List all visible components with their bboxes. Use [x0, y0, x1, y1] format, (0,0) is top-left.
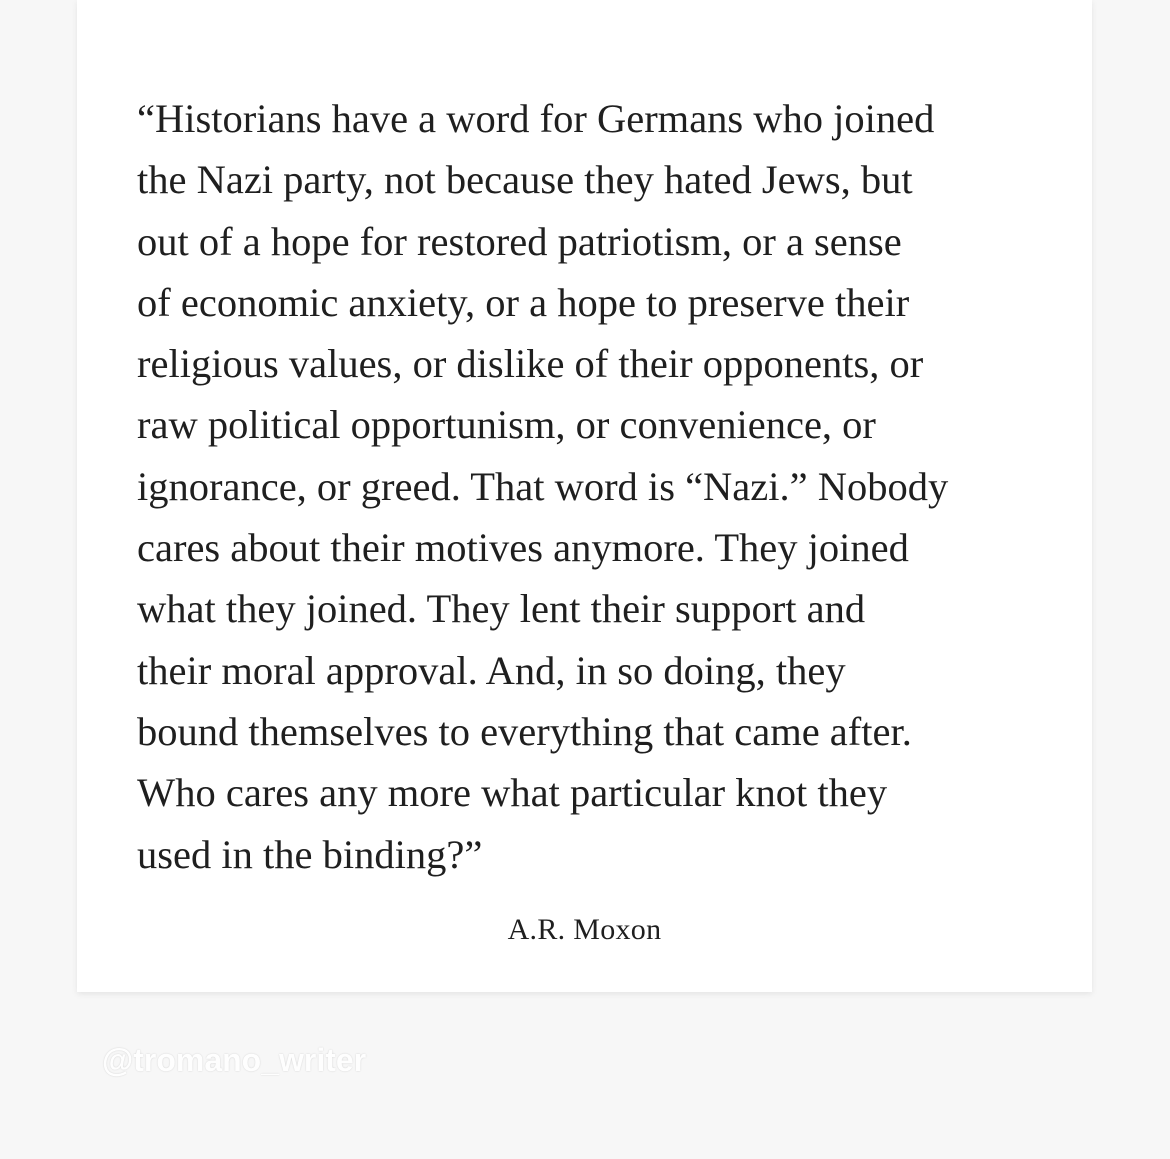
quote-line: ignorance, or greed. That word is “Nazi.” Nobody: [137, 463, 949, 509]
quote-author: A.R. Moxon: [507, 913, 662, 946]
quote-line: used in the binding?”: [137, 831, 483, 877]
quote-text: [137, 88, 1077, 885]
watermark-handle: @tromano_writer: [102, 1042, 367, 1078]
quote-line: Who cares any more what particular knot they: [137, 770, 888, 816]
quote-line: raw political opportunism, or convenience, or: [137, 402, 876, 448]
quote-line: what they joined. They lent their support and: [137, 586, 866, 632]
quote-card: [77, 0, 1092, 992]
quote-line: their moral approval. And, in so doing, they: [137, 647, 846, 693]
quote-line: bound themselves to everything that came after.: [137, 708, 912, 754]
quote-line: religious values, or dislike of their opponents, or: [137, 341, 924, 387]
quote-line: of economic anxiety, or a hope to preserve their: [137, 279, 910, 325]
quote-line: out of a hope for restored patriotism, or a sense: [137, 218, 902, 264]
quote-line: the Nazi party, not because they hated Jews, but: [137, 157, 913, 203]
quote-line: “Historians have a word for Germans who joined: [137, 96, 935, 141]
quote-line: cares about their motives anymore. They joined: [137, 525, 909, 571]
